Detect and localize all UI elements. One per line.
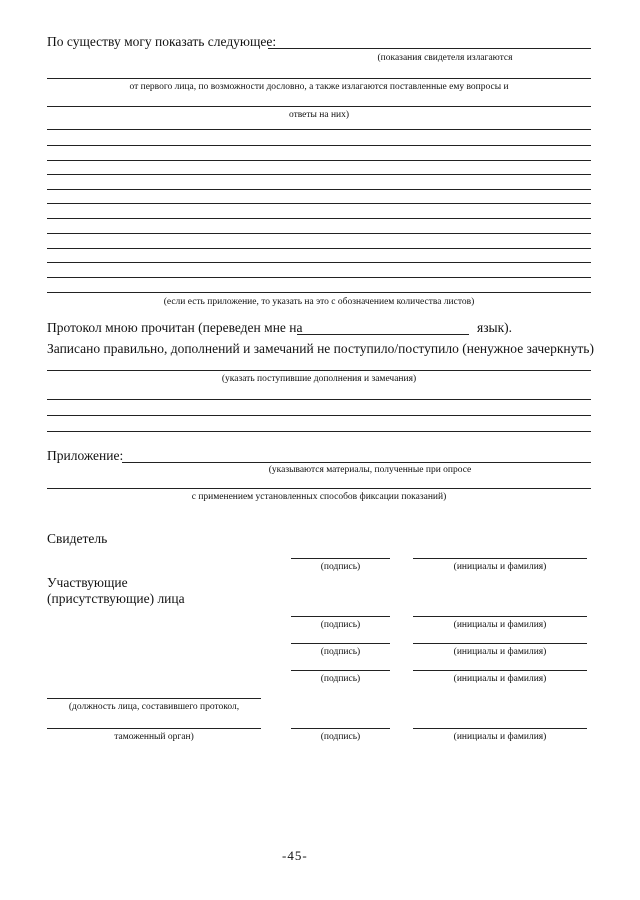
signature-caption: (подпись) — [320, 647, 361, 657]
witness-signature-line[interactable] — [291, 558, 390, 559]
remarks-line[interactable] — [47, 370, 591, 371]
testimony-hint-3: ответы на них) — [288, 110, 350, 120]
protocol-recorded-text: Записано правильно, дополнений и замечаний не поступило/поступило (ненужное зачеркнуть) — [47, 341, 594, 356]
participant-name-line[interactable] — [413, 616, 587, 617]
participant-signature-line[interactable] — [291, 670, 390, 671]
language-line[interactable] — [297, 334, 469, 335]
remarks-line[interactable] — [47, 415, 591, 416]
witness-name-line[interactable] — [413, 558, 587, 559]
name-caption: (инициалы и фамилия) — [453, 562, 547, 572]
participant-name-line[interactable] — [413, 670, 587, 671]
official-caption-1: (должность лица, составившего протокол, — [68, 702, 240, 712]
name-caption: (инициалы и фамилия) — [453, 620, 547, 630]
protocol-read-suffix: язык). — [477, 320, 513, 335]
signature-caption: (подпись) — [320, 620, 361, 630]
appendix-hint-1: (указываются материалы, полученные при опросе — [268, 465, 472, 475]
testimony-line[interactable] — [47, 248, 591, 249]
attachment-hint: (если есть приложение, то указать на это с обозначением количества листов) — [163, 297, 475, 307]
appendix-line[interactable] — [122, 462, 591, 463]
testimony-line[interactable] — [47, 106, 591, 107]
official-position-line[interactable] — [47, 728, 261, 729]
testimony-line[interactable] — [47, 160, 591, 161]
signature-caption: (подпись) — [320, 562, 361, 572]
official-signature-line[interactable] — [291, 728, 390, 729]
testimony-hint-1: (показания свидетеля излагаются — [377, 53, 513, 63]
official-caption-2: таможенный орган) — [114, 732, 194, 742]
testimony-line[interactable] — [47, 203, 591, 204]
signature-caption: (подпись) — [320, 674, 361, 684]
appendix-hint-2: с применением установленных способов фиксации показаний) — [191, 492, 447, 502]
participants-label-1: Участвующие — [47, 575, 128, 590]
testimony-line[interactable] — [47, 233, 591, 234]
testimony-line[interactable] — [47, 262, 591, 263]
remarks-line[interactable] — [47, 399, 591, 400]
testimony-line[interactable] — [47, 174, 591, 175]
signature-caption: (подпись) — [320, 732, 361, 742]
testimony-line[interactable] — [47, 218, 591, 219]
remarks-hint: (указать поступившие дополнения и замечания) — [221, 374, 417, 384]
participant-signature-line[interactable] — [291, 643, 390, 644]
participant-signature-line[interactable] — [291, 616, 390, 617]
participant-name-line[interactable] — [413, 643, 587, 644]
official-position-line[interactable] — [47, 698, 261, 699]
testimony-line[interactable] — [47, 78, 591, 79]
testimony-line[interactable] — [47, 145, 591, 146]
testimony-answer-line[interactable] — [268, 48, 591, 49]
appendix-label: Приложение: — [47, 448, 124, 463]
protocol-read-prefix: Протокол мною прочитан (переведен мне на — [47, 320, 303, 335]
testimony-line[interactable] — [47, 292, 591, 293]
name-caption: (инициалы и фамилия) — [453, 732, 547, 742]
testimony-line[interactable] — [47, 277, 591, 278]
testimony-line[interactable] — [47, 189, 591, 190]
participants-label-2: (присутствующие) лица — [47, 591, 185, 606]
witness-label: Свидетель — [47, 531, 108, 546]
testimony-intro-label: По существу могу показать следующее: — [47, 34, 277, 49]
name-caption: (инициалы и фамилия) — [453, 674, 547, 684]
name-caption: (инициалы и фамилия) — [453, 647, 547, 657]
appendix-line[interactable] — [47, 488, 591, 489]
testimony-line[interactable] — [47, 129, 591, 130]
page-number: -45- — [282, 848, 308, 863]
remarks-line[interactable] — [47, 431, 591, 432]
official-name-line[interactable] — [413, 728, 587, 729]
testimony-hint-2: от первого лица, по возможности дословно, а также излагаются поставленные ему вопросы и — [129, 82, 509, 92]
